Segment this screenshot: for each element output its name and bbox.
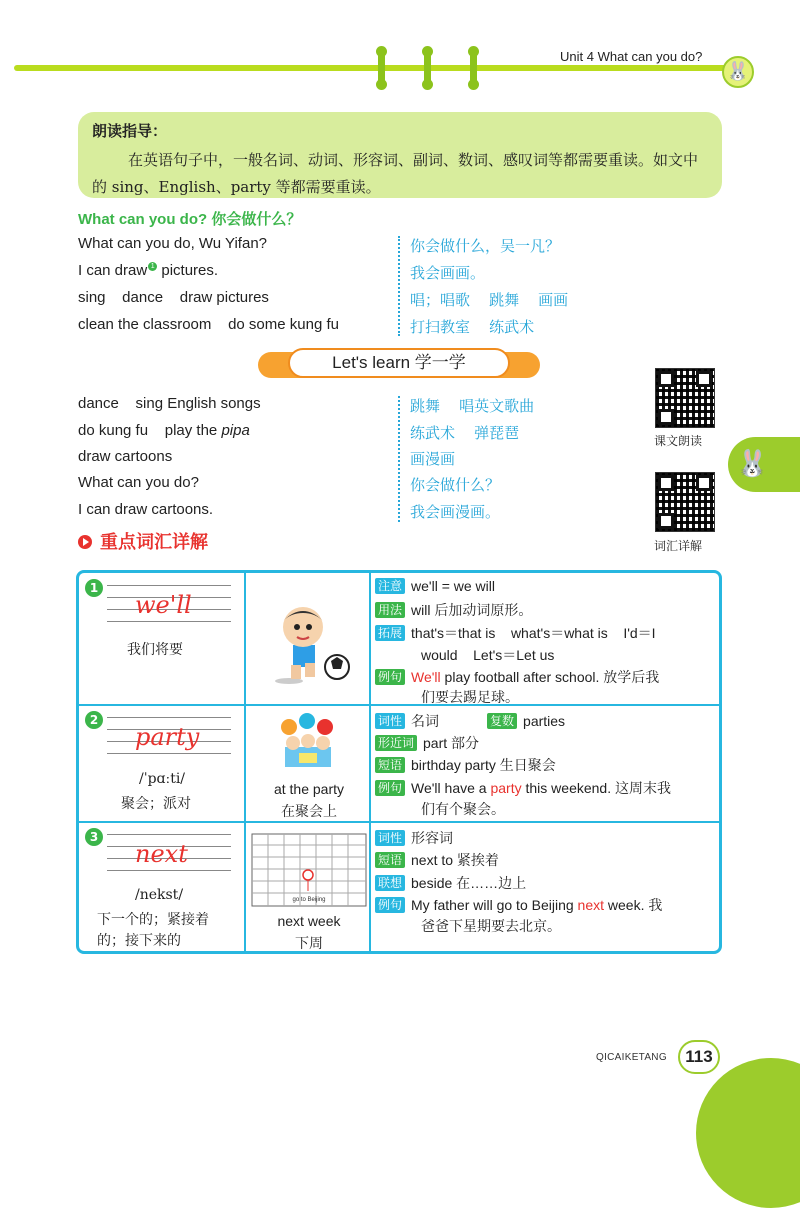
vocab-meaning: 聚会；派对 [121, 796, 191, 812]
note-tag: 词性 [375, 830, 405, 846]
highlight-word: party [490, 780, 522, 796]
vocab-phonetic: /nekst/ [135, 887, 184, 903]
play-icon [78, 535, 92, 549]
row-number: 3 [85, 828, 103, 846]
vocab-note [375, 778, 671, 798]
note-text: week. 我 [604, 897, 663, 913]
note-text: 名词 [411, 713, 440, 729]
learn-line-cn: 我会画漫画。 [410, 503, 501, 521]
learn-text: do kung fu play the [78, 422, 222, 439]
vocab-word: we'll [135, 591, 192, 619]
vocab-note [375, 873, 526, 893]
vocab-word: party [135, 723, 200, 751]
vocab-note [375, 600, 532, 620]
note-tag: 短语 [375, 757, 405, 773]
note-text: we'll = we will [411, 578, 495, 594]
note-text: next to 紧挨着 [411, 852, 499, 868]
note-text: birthday party 生日聚会 [411, 757, 556, 773]
dialog-line-en: sing dance draw pictures [78, 289, 269, 306]
footer-decoration [696, 1058, 800, 1208]
qr-caption: 课文朗读 [654, 434, 703, 448]
vocab-note: would Let's＝Let us [421, 647, 555, 663]
guide-text: 在英语句子中，一般名词、动词、形容词、副词、数词、感叹词等都需要重读。如文中的 sing、English、party 等都需要重读。 [92, 151, 699, 196]
dialog-line-en: What can you do, Wu Yifan? [78, 235, 268, 252]
vocab-meaning: 我们将要 [127, 642, 183, 658]
note-tag: 例句 [375, 897, 405, 913]
footer-brand: QICAIKETANG [596, 1052, 667, 1063]
note-tag: 用法 [375, 602, 405, 618]
key-vocab-text: 重点词汇详解 [100, 532, 208, 553]
image-caption-cn: 在聚会上 [281, 803, 337, 819]
calendar-illustration [251, 833, 367, 911]
note-text: parties [523, 713, 566, 729]
key-vocab-title [78, 528, 208, 554]
vocab-note: 爸爸下星期要去北京。 [421, 918, 561, 934]
party-illustration [275, 713, 341, 779]
binder-clip [470, 50, 477, 86]
vocab-meaning: 的；接下来的 [97, 933, 181, 949]
qr-code-vocab[interactable] [655, 472, 715, 532]
boy-football-illustration [269, 601, 355, 689]
guide-title: 朗读指导： [92, 122, 168, 140]
dialog-line-cn: 打扫教室 练武术 [410, 318, 535, 336]
note-tag: 拓展 [375, 625, 405, 641]
learn-line-en: draw cartoons [78, 448, 173, 465]
learn-line-cn: 你会做什么？ [410, 476, 501, 494]
note-text: We'll have a [411, 780, 491, 796]
vocab-note [375, 895, 662, 915]
calendar-note: go to Beijing [292, 897, 326, 903]
note-tag: 短语 [375, 852, 405, 868]
vocab-note [375, 733, 479, 753]
note-tag: 注意 [375, 578, 405, 594]
vocab-word: next [135, 840, 188, 868]
dialog-line-cn: 你会做什么，吴一凡？ [410, 237, 561, 255]
vocab-phonetic: /ˈpɑːti/ [139, 771, 186, 787]
image-caption-cn: 下周 [295, 935, 323, 951]
mascot-icon: 🐰 [722, 56, 754, 88]
qr-caption: 词汇详解 [654, 539, 703, 553]
dialog-line-cn: 我会画画。 [410, 264, 486, 282]
note-tag: 例句 [375, 669, 405, 685]
note-text: beside 在……边上 [411, 875, 527, 891]
highlight-word: We'll [411, 669, 441, 685]
highlight-word: next [577, 897, 605, 913]
vocab-note [375, 578, 495, 594]
unit-title: Unit 4 What can you do? [560, 49, 703, 64]
vocab-note [375, 755, 556, 775]
dotted-divider [398, 396, 400, 522]
learn-line-en: dance sing English songs [78, 395, 261, 412]
note-tag: 复数 [487, 713, 517, 729]
note-tag: 例句 [375, 780, 405, 796]
vocab-note [375, 850, 499, 870]
note-text: this weekend. 这周末我 [521, 780, 671, 796]
learn-italic: pipa [221, 422, 250, 439]
rabbit-icon: 🐰 [728, 437, 800, 492]
dialog-text: pictures. [157, 262, 219, 279]
note-tag: 形近词 [375, 735, 417, 751]
vocab-note [375, 711, 565, 731]
reading-guide [78, 112, 722, 198]
image-caption-en: next week [277, 913, 341, 929]
dialog-line-en: clean the classroom do some kung fu [78, 316, 339, 333]
note-tag: 词性 [375, 713, 405, 729]
image-caption-en: at the party [273, 781, 345, 797]
dialog-line-en [78, 262, 218, 279]
row-number: 1 [85, 579, 103, 597]
learn-title: Let's learn 学一学 [288, 348, 510, 378]
vocab-note [375, 667, 659, 687]
learn-line-en: I can draw cartoons. [78, 501, 214, 518]
dotted-divider [398, 236, 400, 336]
vocab-note [375, 623, 656, 643]
binder-clip [424, 50, 431, 86]
note-text: part 部分 [423, 735, 480, 751]
note-text: will 后加动词原形。 [411, 602, 533, 618]
note-text: play football after school. 放学后我 [440, 669, 660, 685]
note-text: 形容词 [411, 830, 454, 846]
page-number: 113 [678, 1040, 720, 1074]
qr-code-text[interactable] [655, 368, 715, 428]
vocab-note: 们要去踢足球。 [421, 689, 519, 705]
learn-line-cn: 画漫画 [410, 450, 456, 468]
vocab-table [76, 570, 722, 954]
learn-line-cn: 跳舞 唱英文歌曲 [410, 397, 535, 415]
footnote-marker: 1 [148, 262, 157, 271]
learn-line-cn: 练武术 弹琵琶 [410, 424, 520, 442]
vocab-meaning: 下一个的；紧接着 [97, 912, 209, 928]
learn-line-en [78, 422, 250, 439]
note-tag: 联想 [375, 875, 405, 891]
dialog-line-cn: 唱；唱歌 跳舞 画画 [410, 291, 569, 309]
row-number: 2 [85, 711, 103, 729]
note-text: My father will go to Beijing [411, 897, 578, 913]
binder-clip [378, 50, 385, 86]
vocab-note [375, 828, 453, 848]
learn-line-en: What can you do? [78, 474, 199, 491]
note-text: that's＝that is what's＝what is I'd＝I [411, 625, 656, 641]
dialog-text: I can draw [78, 262, 148, 279]
dialog-heading: What can you do? 你会做什么？ [78, 211, 302, 228]
vocab-note: 们有个聚会。 [421, 801, 505, 817]
